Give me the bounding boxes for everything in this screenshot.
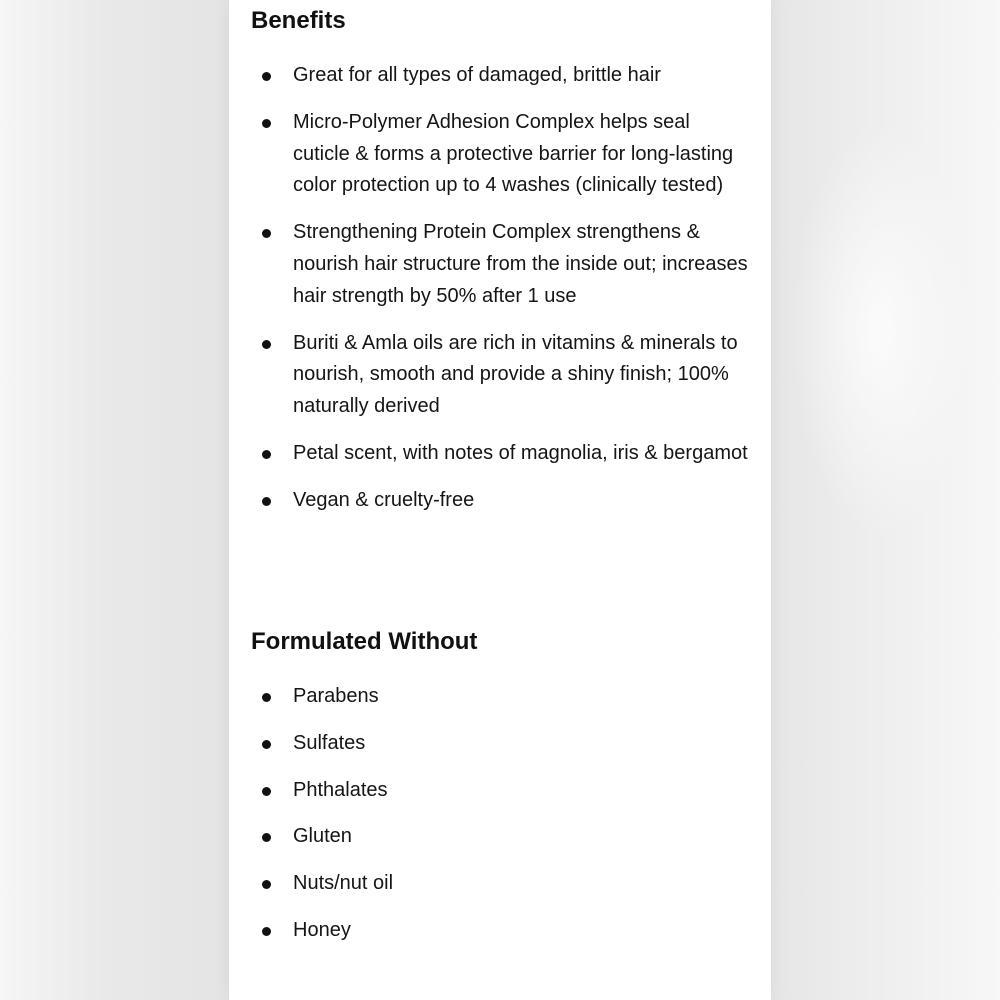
list-item-text: Great for all types of damaged, brittle hair [293,64,661,86]
formulated-without-heading: Formulated Without [251,628,478,655]
blurred-background-left [0,0,229,1000]
list-item [229,217,771,312]
list-item-text: Nuts/nut oil [293,872,394,895]
bullet-icon [262,740,271,749]
bullet-icon [262,450,271,459]
list-item-text: Micro-Polymer Adhesion Complex helps seal cuticle & forms a protective barrier for long-lasting color protection up to 4 washes (clinically tested) [293,111,734,197]
bullet-icon [262,497,271,506]
list-item [229,775,771,807]
bullet-icon [262,340,271,349]
bullet-icon [262,72,271,81]
list-item-text: Buriti & Amla oils are rich in vitamins & minerals to nourish, smooth and provide a shiny finish; 100% naturally derived [293,331,738,417]
benefits-list [229,60,771,532]
formulated-without-list [229,681,771,962]
list-item-text: Parabens [293,685,379,707]
bullet-icon [262,229,271,238]
list-item [229,60,771,92]
bullet-icon [262,787,271,796]
bullet-icon [262,693,271,702]
list-item-text: Sulfates [293,731,366,754]
list-item [229,107,771,202]
list-item [229,868,771,900]
bullet-icon [262,927,271,936]
list-item [229,328,771,423]
list-item-text: Gluten [293,825,352,848]
list-item [229,821,771,853]
list-item [229,438,771,470]
list-item-text: Petal scent, with notes of magnolia, iris & bergamot [293,441,748,464]
list-item [229,915,771,947]
list-item-text: Phthalates [293,778,388,801]
blurred-background-right [771,0,1000,1000]
bullet-icon [262,119,271,128]
list-item-text: Vegan & cruelty-free [293,489,475,512]
list-item-text: Honey [293,918,351,941]
product-details-card [229,0,771,1000]
bullet-icon [262,880,271,889]
list-item [229,485,771,517]
list-item-text: Strengthening Protein Complex strengthens & nourish hair structure from the inside out; increases hair strength by 50% after 1 use [293,221,748,307]
list-item [229,728,771,760]
list-item [229,681,771,713]
bullet-icon [262,833,271,842]
benefits-heading: Benefits [251,7,346,34]
